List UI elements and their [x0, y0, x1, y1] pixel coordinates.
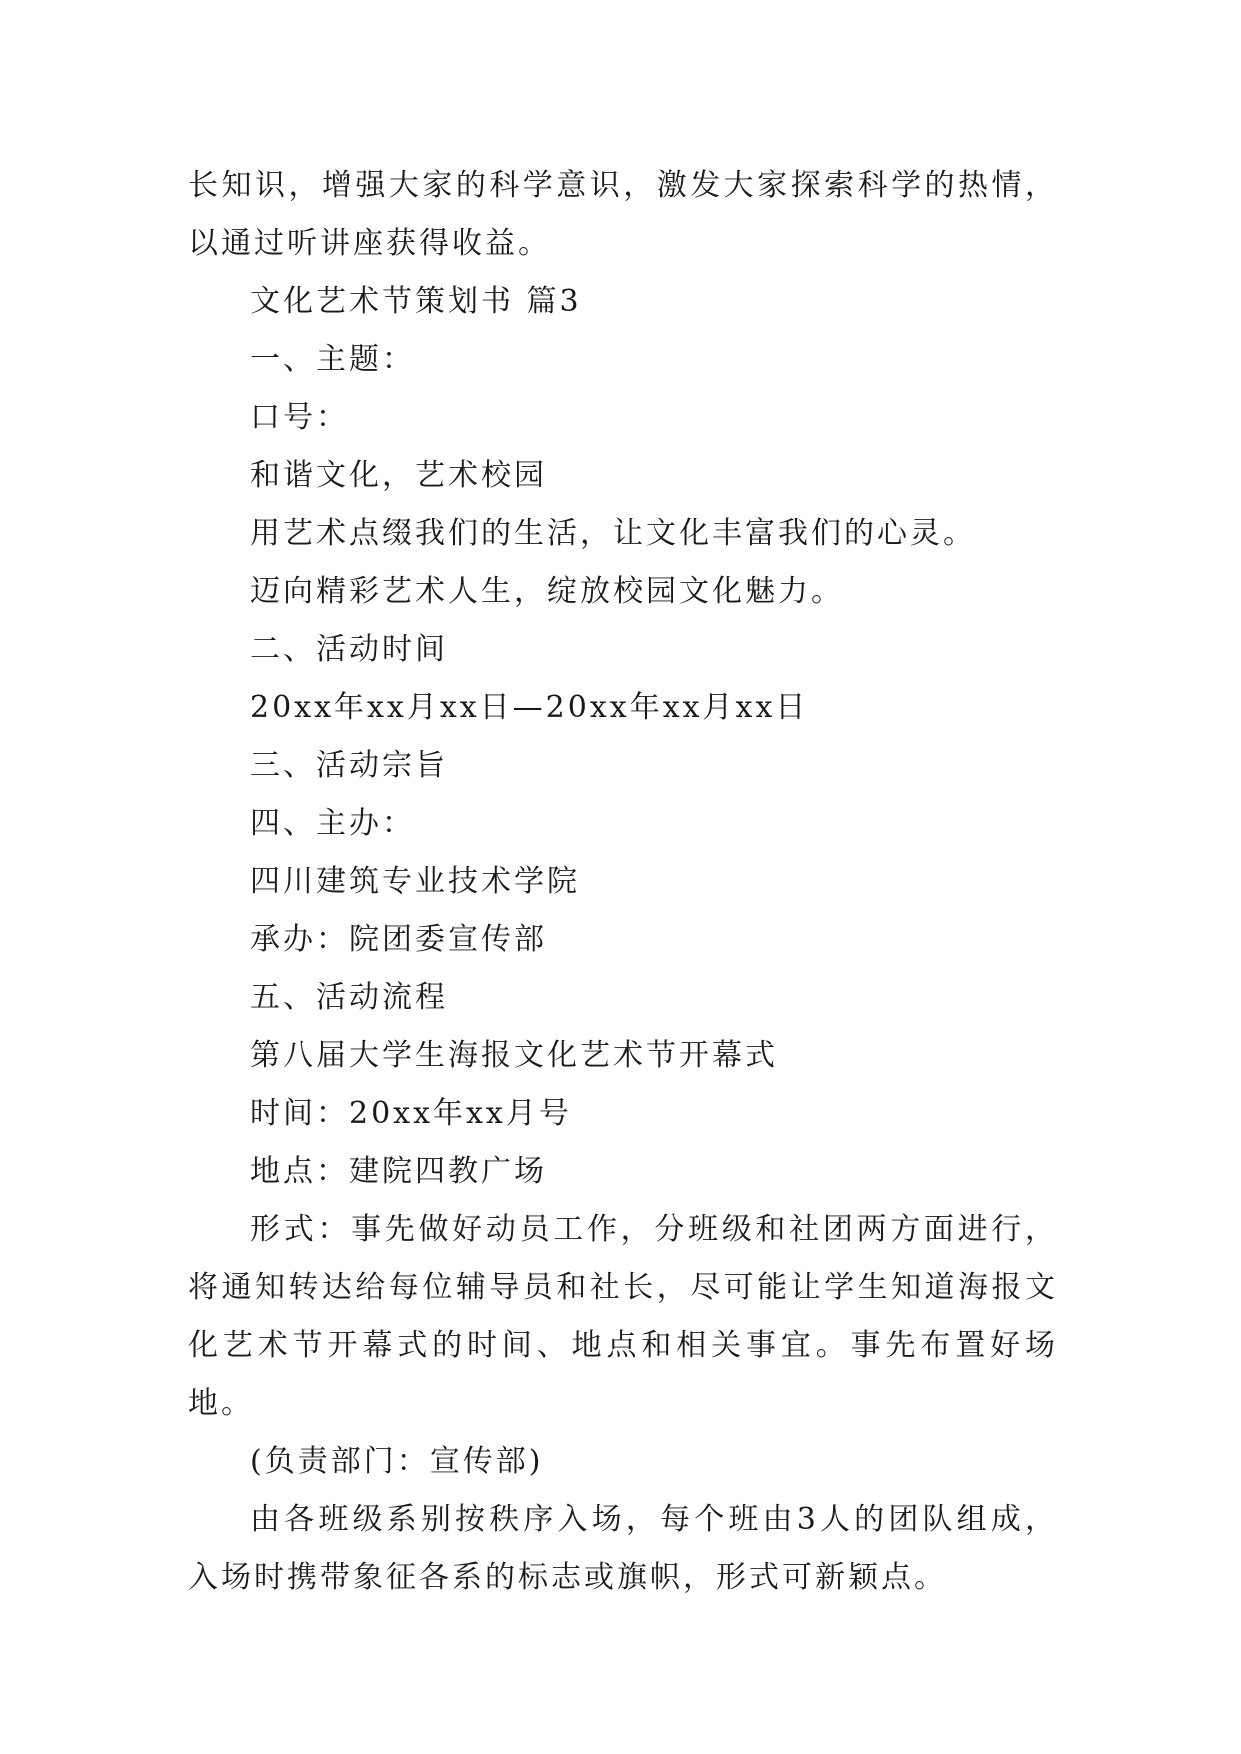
- paragraph: 用艺术点缀我们的生活，让文化丰富我们的心灵。: [250, 516, 976, 551]
- paragraph: 迈向精彩艺术人生，绽放校园文化魅力。: [250, 574, 844, 609]
- heading-organizer: 四、主办：: [250, 806, 415, 841]
- heading-purpose: 三、活动宗旨: [250, 748, 448, 783]
- paragraph: 20xx年xx月xx日—20xx年xx月xx日: [250, 690, 809, 725]
- paragraph: 形式：事先做好动员工作，分班级和社团两方面进行，将通知转达给每位辅导员和社长，尽可能让学生知道海报文化艺术节开幕式的时间、地点和相关事宜。事先布置好场地。: [188, 1212, 1058, 1421]
- heading-theme: 一、主题：: [250, 342, 415, 377]
- paragraph: (负责部门：宣传部): [250, 1444, 544, 1479]
- paragraph: 承办：院团委宣传部: [250, 922, 547, 957]
- paragraph: 时间：20xx年xx月号: [250, 1096, 572, 1131]
- paragraph: 四川建筑专业技术学院: [250, 864, 580, 899]
- heading-process: 五、活动流程: [250, 980, 448, 1015]
- document-body: [188, 157, 1058, 1607]
- section-title: 文化艺术节策划书 篇3: [250, 284, 582, 319]
- paragraph: 口号：: [250, 400, 349, 435]
- heading-time: 二、活动时间: [250, 632, 448, 667]
- paragraph: 长知识，增强大家的科学意识，激发大家探索科学的热情，以通过听讲座获得收益。: [188, 168, 1058, 261]
- paragraph: 由各班级系别按秩序入场，每个班由3人的团队组成，入场时携带象征各系的标志或旗帜，形式可新颖点。: [188, 1502, 1058, 1595]
- paragraph: 地点：建院四教广场: [250, 1154, 547, 1189]
- paragraph: 和谐文化，艺术校园: [250, 458, 547, 493]
- paragraph: 第八届大学生海报文化艺术节开幕式: [250, 1038, 778, 1073]
